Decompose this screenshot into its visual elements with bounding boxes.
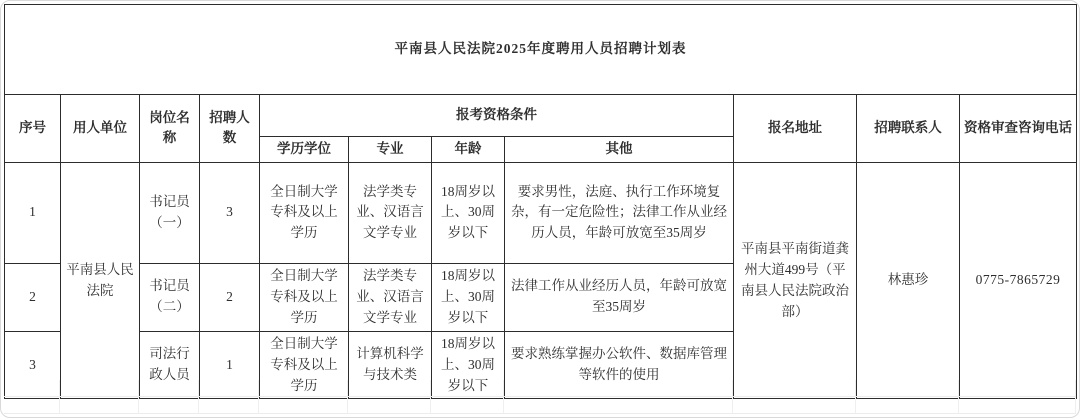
col-header-address: 报名地址 [734,95,857,163]
col-header-contact: 招聘联系人 [857,95,960,163]
header-row-1 [5,95,1077,137]
cell-education-1: 全日制大学专科及以上学历 [260,162,349,263]
cell-serial-1: 1 [5,162,61,263]
empty-spreadsheet-rows [4,380,1077,414]
cell-count-2: 2 [200,263,260,331]
col-header-other: 其他 [505,137,734,163]
col-header-position: 岗位名称 [140,95,200,163]
cell-major-2: 法学类专业、汉语言文学专业 [349,263,432,331]
cell-phone-merged: 0775-7865729 [960,162,1077,399]
cell-serial-3: 3 [5,331,61,399]
cell-position-1: 书记员（一） [140,162,200,263]
cell-employer-merged: 平南县人民法院 [61,162,140,399]
cell-education-3: 全日制大学专科及以上学历 [260,331,349,399]
cell-major-3: 计算机科学与技术类 [349,331,432,399]
col-header-qualification-group: 报考资格条件 [260,95,734,137]
page-title: 平南县人民法院2025年度聘用人员招聘计划表 [5,5,1077,95]
cell-other-1: 要求男性，法庭、执行工作环境复杂，有一定危险性；法律工作从业经历人员，年龄可放宽至35周岁 [505,162,734,263]
col-header-phone: 资格审查咨询电话 [960,95,1077,163]
cell-other-3: 要求熟练掌握办公软件、数据库管理等软件的使用 [505,331,734,399]
col-header-count: 招聘人数 [200,95,260,163]
recruitment-table [4,4,1077,399]
cell-age-2: 18周岁以上、30周岁以下 [432,263,505,331]
cell-contact-merged: 林惠珍 [857,162,960,399]
table-row [5,162,1077,263]
cell-age-3: 18周岁以上、30周岁以下 [432,331,505,399]
cell-education-2: 全日制大学专科及以上学历 [260,263,349,331]
cell-other-2: 法律工作从业经历人员，年龄可放宽至35周岁 [505,263,734,331]
cell-count-3: 1 [200,331,260,399]
cell-age-1: 18周岁以上、30周岁以下 [432,162,505,263]
cell-serial-2: 2 [5,263,61,331]
col-header-age: 年龄 [432,137,505,163]
col-header-major: 专业 [349,137,432,163]
title-row [5,5,1077,95]
col-header-serial: 序号 [5,95,61,163]
cell-position-3: 司法行政人员 [140,331,200,399]
col-header-employer: 用人单位 [61,95,140,163]
cell-major-1: 法学类专业、汉语言文学专业 [349,162,432,263]
cell-count-1: 3 [200,162,260,263]
cell-address-merged: 平南县平南街道龚州大道499号（平南县人民法院政治部） [734,162,857,399]
cell-position-2: 书记员（二） [140,263,200,331]
col-header-education: 学历学位 [260,137,349,163]
